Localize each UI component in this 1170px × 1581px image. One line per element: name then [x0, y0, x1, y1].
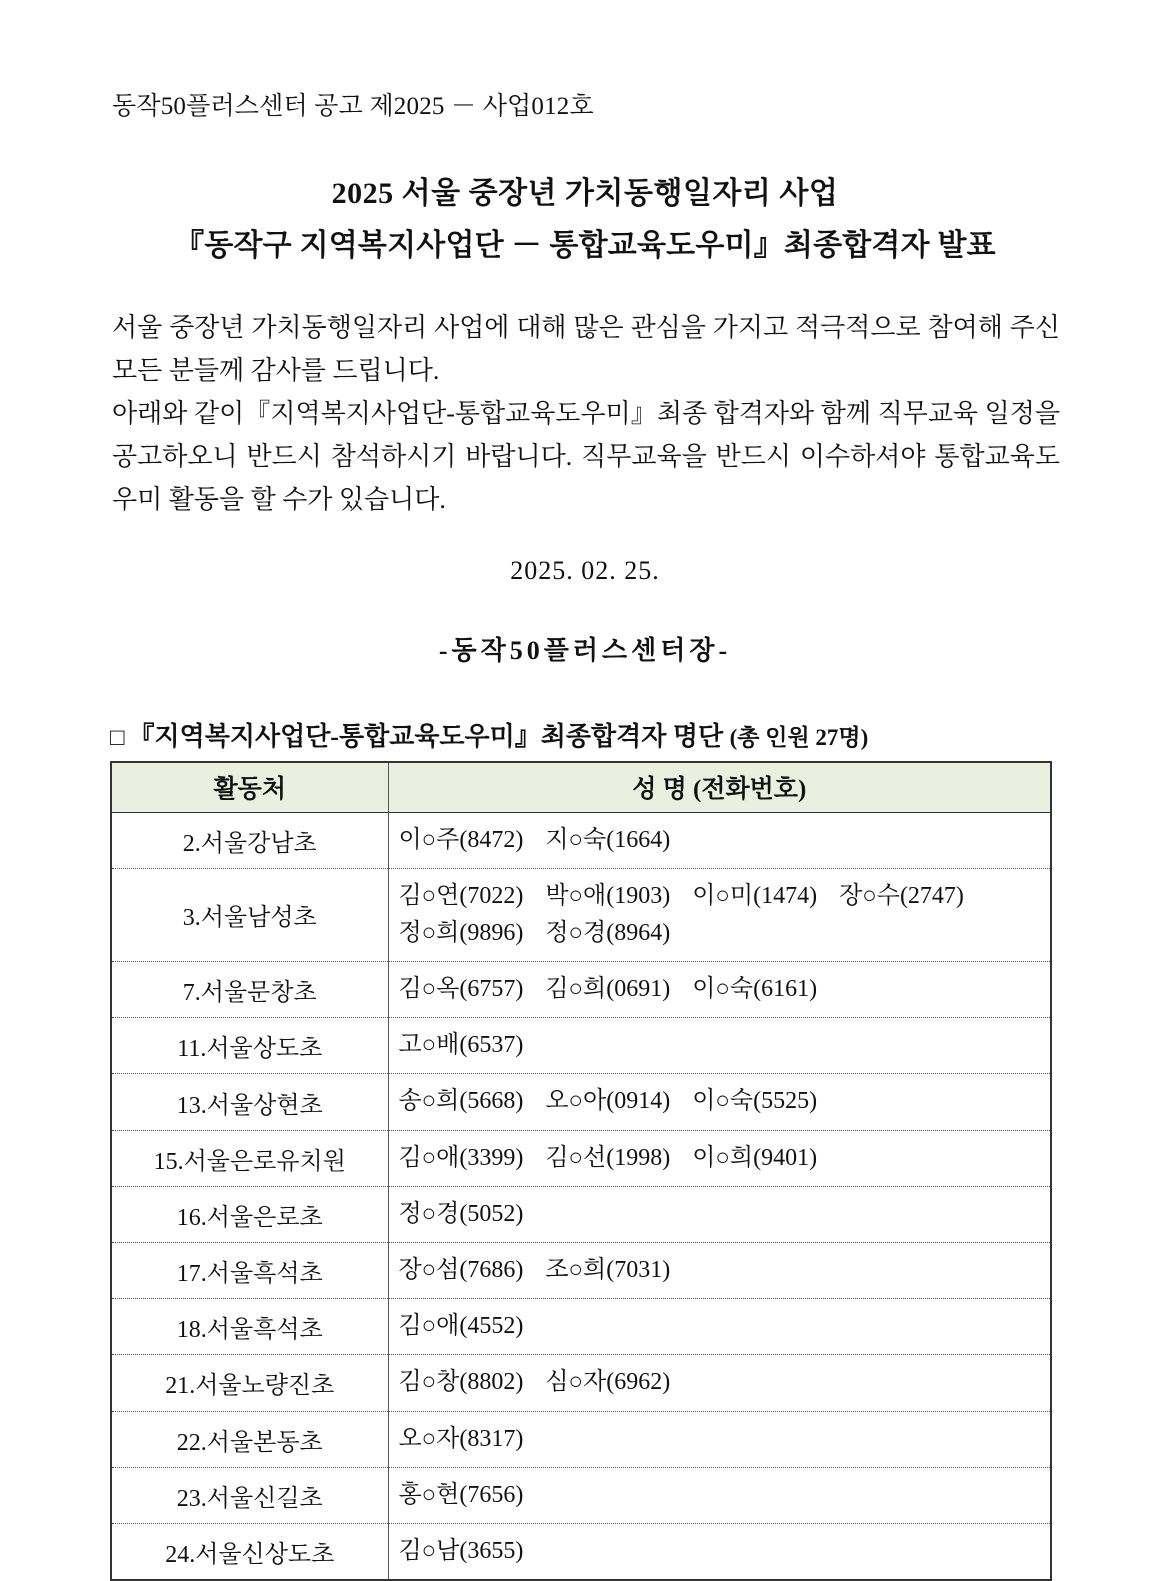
masked-name-entry: 김○창(8802)	[398, 1369, 524, 1396]
list-heading-text: 『지역복지사업단-통합교육도우미』최종합격자 명단	[128, 722, 724, 751]
roster-table	[110, 761, 1052, 1581]
masked-name-entry: 지○숙(1664)	[545, 826, 671, 853]
announcement-date: 2025. 02. 25.	[510, 556, 660, 585]
cell-site: 11.서울상도초	[111, 1018, 388, 1074]
name-line	[399, 915, 1041, 952]
masked-name-entry: 이○숙(6161)	[692, 976, 818, 1003]
cell-site: 15.서울은로유치원	[111, 1130, 388, 1186]
table-row	[111, 1074, 1051, 1130]
masked-name-entry: 고○배(6537)	[398, 1032, 524, 1059]
name-line	[399, 1252, 1041, 1289]
masked-name-entry: 김○선(1998)	[545, 1144, 671, 1171]
cell-site: 13.서울상현초	[111, 1074, 388, 1130]
name-line	[399, 822, 1041, 859]
cell-site: 7.서울문창초	[111, 962, 388, 1018]
table-row	[111, 1130, 1051, 1186]
cell-names	[388, 1467, 1051, 1523]
cell-names	[388, 1411, 1051, 1467]
name-line	[399, 1364, 1041, 1401]
issuer-signature: -동작50플러스센터장-	[438, 636, 732, 665]
masked-name-entry: 오○자(8317)	[398, 1425, 524, 1452]
column-header-site: 활동처	[111, 762, 388, 812]
cell-site: 2.서울강남초	[111, 812, 388, 868]
masked-name-entry: 송○희(5668)	[398, 1088, 524, 1115]
table-row	[111, 1355, 1051, 1411]
masked-name-entry: 심○자(6962)	[545, 1369, 671, 1396]
cell-names	[388, 1299, 1051, 1355]
document-title-block	[0, 172, 1170, 267]
table-row	[111, 868, 1051, 961]
cell-site: 18.서울흑석초	[111, 1299, 388, 1355]
name-line	[399, 1027, 1041, 1064]
body-paragraph-1: 서울 중장년 가치동행일자리 사업에 대해 많은 관심을 가지고 적극적으로 참여해 주신 모든 분들께 감사를 드립니다.	[112, 313, 1060, 385]
cell-names	[388, 812, 1051, 868]
masked-name-entry: 장○수(2747)	[839, 882, 964, 909]
roster-table-head	[111, 762, 1051, 812]
document-number: 동작50플러스센터 공고 제2025 － 사업012호	[112, 93, 594, 120]
cell-names	[388, 962, 1051, 1018]
name-line	[399, 878, 1041, 915]
masked-name-entry: 김○애(3399)	[398, 1144, 524, 1171]
name-line	[399, 1140, 1041, 1177]
masked-name-entry: 장○섬(7686)	[398, 1257, 524, 1283]
table-row	[111, 1299, 1051, 1355]
cell-site: 17.서울흑석초	[111, 1243, 388, 1299]
name-line	[399, 1477, 1041, 1514]
cell-names	[388, 868, 1051, 961]
masked-name-entry: 조○희(7031)	[545, 1257, 671, 1283]
table-row	[111, 1186, 1051, 1242]
name-line	[399, 971, 1041, 1008]
empty-checkbox-icon: □	[110, 725, 125, 751]
cell-site: 16.서울은로초	[111, 1186, 388, 1242]
name-line	[399, 1421, 1041, 1458]
masked-name-entry: 정○경(5052)	[398, 1200, 524, 1227]
cell-names	[388, 1355, 1051, 1411]
masked-name-entry: 김○옥(6757)	[398, 976, 524, 1003]
cell-names	[388, 1018, 1051, 1074]
table-row	[111, 1467, 1051, 1523]
roster-table-wrapper	[110, 761, 1050, 1581]
column-header-names: 성 명 (전화번호)	[388, 762, 1051, 812]
cell-names	[388, 1243, 1051, 1299]
table-row	[111, 812, 1051, 868]
cell-names	[388, 1130, 1051, 1186]
name-line	[399, 1533, 1041, 1570]
masked-name-entry: 이○주(8472)	[398, 826, 524, 853]
title-line-1: 2025 서울 중장년 가치동행일자리 사업	[331, 177, 839, 210]
total-count-label: (총 인원 27명)	[729, 725, 869, 750]
masked-name-entry: 김○애(4552)	[398, 1313, 524, 1340]
cell-site: 3.서울남성초	[111, 868, 388, 961]
cell-names	[388, 1074, 1051, 1130]
masked-name-entry: 오○아(0914)	[545, 1088, 671, 1115]
body-paragraph-2: 아래와 같이『지역복지사업단-통합교육도우미』최종 합격자와 함께 직무교육 일정을 공고하오니 반드시 참석하시기 바랍니다. 직무교육을 반드시 이수하셔야 통합교육도우미 활동을 할 수가 있습니다.	[112, 399, 1060, 514]
table-header-row	[111, 762, 1051, 812]
cell-site: 24.서울신상도초	[111, 1523, 388, 1580]
masked-name-entry: 정○경(8964)	[545, 919, 671, 946]
cell-site: 21.서울노량진초	[111, 1355, 388, 1411]
masked-name-entry: 박○애(1903)	[545, 882, 671, 909]
masked-name-entry: 이○숙(5525)	[692, 1088, 818, 1115]
body-text-block	[112, 306, 1060, 521]
cell-names	[388, 1523, 1051, 1580]
masked-name-entry: 홍○현(7656)	[398, 1481, 524, 1508]
masked-name-entry: 김○연(7022)	[398, 882, 524, 909]
table-row	[111, 1018, 1051, 1074]
cell-site: 22.서울본동초	[111, 1411, 388, 1467]
name-line	[399, 1083, 1041, 1120]
name-line	[399, 1308, 1041, 1345]
masked-name-entry: 이○미(1474)	[692, 882, 818, 909]
roster-table-body	[111, 812, 1051, 1580]
cell-site: 23.서울신길초	[111, 1467, 388, 1523]
masked-name-entry: 김○희(0691)	[545, 976, 671, 1003]
list-section-heading	[110, 716, 868, 753]
table-row	[111, 962, 1051, 1018]
table-row	[111, 1243, 1051, 1299]
name-line	[399, 1196, 1041, 1233]
masked-name-entry: 김○남(3655)	[398, 1537, 524, 1564]
title-line-2: 『동작구 지역복지사업단 － 통합교육도우미』최종합격자 발표	[174, 228, 996, 262]
cell-names	[388, 1186, 1051, 1242]
table-row	[111, 1411, 1051, 1467]
masked-name-entry: 정○희(9896)	[398, 919, 524, 946]
masked-name-entry: 이○희(9401)	[692, 1144, 818, 1171]
table-row	[111, 1523, 1051, 1580]
